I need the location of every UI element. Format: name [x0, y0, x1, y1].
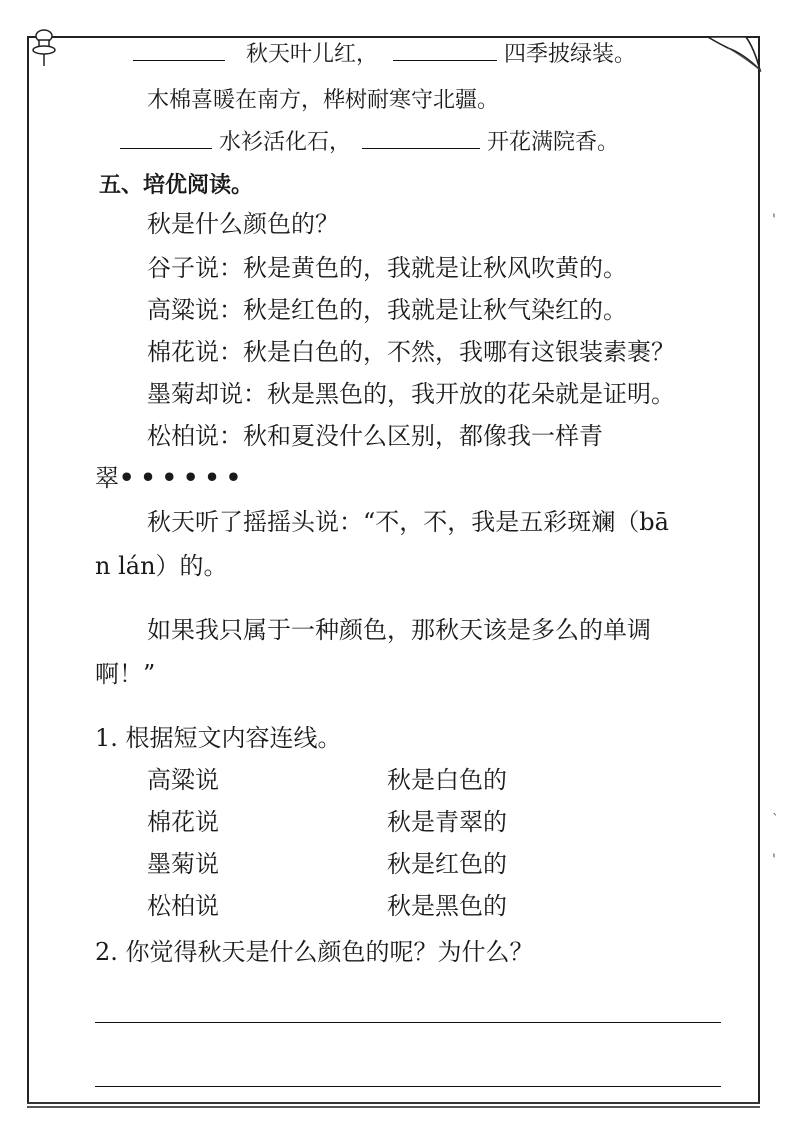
fill-blank[interactable]: [133, 38, 225, 61]
passage-paragraph: 高粱说：秋是红色的，我就是让秋气染红的。: [147, 296, 627, 324]
passage-paragraph-cont: [95, 462, 247, 494]
ellipsis-dots: ••••••: [119, 463, 248, 492]
answer-line[interactable]: [95, 1086, 721, 1087]
poem-line-1: [133, 38, 636, 70]
scan-mark: ': [772, 212, 776, 228]
passage-paragraph: 棉花说：秋是白色的，不然，我哪有这银装素裹？: [147, 338, 675, 366]
passage-text: 翠: [95, 464, 119, 492]
poem-text: 四季披绿装。: [504, 42, 637, 67]
poem-text: 秋天叶儿红，: [246, 42, 379, 67]
pushpin-icon: [28, 28, 60, 68]
page-curl-icon: [706, 36, 762, 72]
match-left-item[interactable]: 高粱说: [147, 766, 219, 794]
poem-line-2: 木棉喜暖在南方，桦树耐寒守北疆。: [147, 88, 500, 113]
question-2-title: 2. 你觉得秋天是什么颜色的呢？为什么？: [95, 938, 534, 966]
passage-paragraph: 如果我只属于一种颜色，那秋天该是多么的单调: [147, 616, 651, 644]
passage-paragraph: 秋天听了摇摇头说：“不，不，我是五彩斑斓（bā: [147, 508, 669, 536]
passage-paragraph: 秋是什么颜色的？: [147, 210, 339, 238]
passage-paragraph: 墨菊却说：秋是黑色的，我开放的花朵就是证明。: [147, 380, 675, 408]
match-right-item[interactable]: 秋是红色的: [387, 850, 507, 878]
match-right-item[interactable]: 秋是青翠的: [387, 808, 507, 836]
scan-mark: `: [772, 812, 779, 828]
fill-blank[interactable]: [362, 126, 480, 149]
match-left-item[interactable]: 墨菊说: [147, 850, 219, 878]
fill-blank[interactable]: [120, 126, 212, 149]
poem-text: 水衫活化石，: [219, 130, 352, 155]
section-title: 五、培优阅读。: [99, 172, 254, 198]
match-left-item[interactable]: 棉花说: [147, 808, 219, 836]
answer-line[interactable]: [95, 1022, 721, 1023]
scan-mark: ': [772, 852, 776, 868]
poem-text: 开花满院香。: [487, 130, 620, 155]
match-left-item[interactable]: 松柏说: [147, 892, 219, 920]
passage-paragraph-cont: n lán）的。: [95, 552, 228, 580]
fill-blank[interactable]: [393, 38, 497, 61]
match-right-item[interactable]: 秋是白色的: [387, 766, 507, 794]
passage-paragraph: 松柏说：秋和夏没什么区别，都像我一样青: [147, 422, 603, 450]
worksheet-bottom-edge: [27, 1102, 760, 1108]
passage-paragraph: 谷子说：秋是黄色的，我就是让秋风吹黄的。: [147, 254, 627, 282]
poem-line-3: [120, 126, 619, 158]
question-1-title: 1. 根据短文内容连线。: [95, 724, 342, 752]
match-right-item[interactable]: 秋是黑色的: [387, 892, 507, 920]
passage-paragraph-cont: 啊！”: [95, 660, 156, 688]
